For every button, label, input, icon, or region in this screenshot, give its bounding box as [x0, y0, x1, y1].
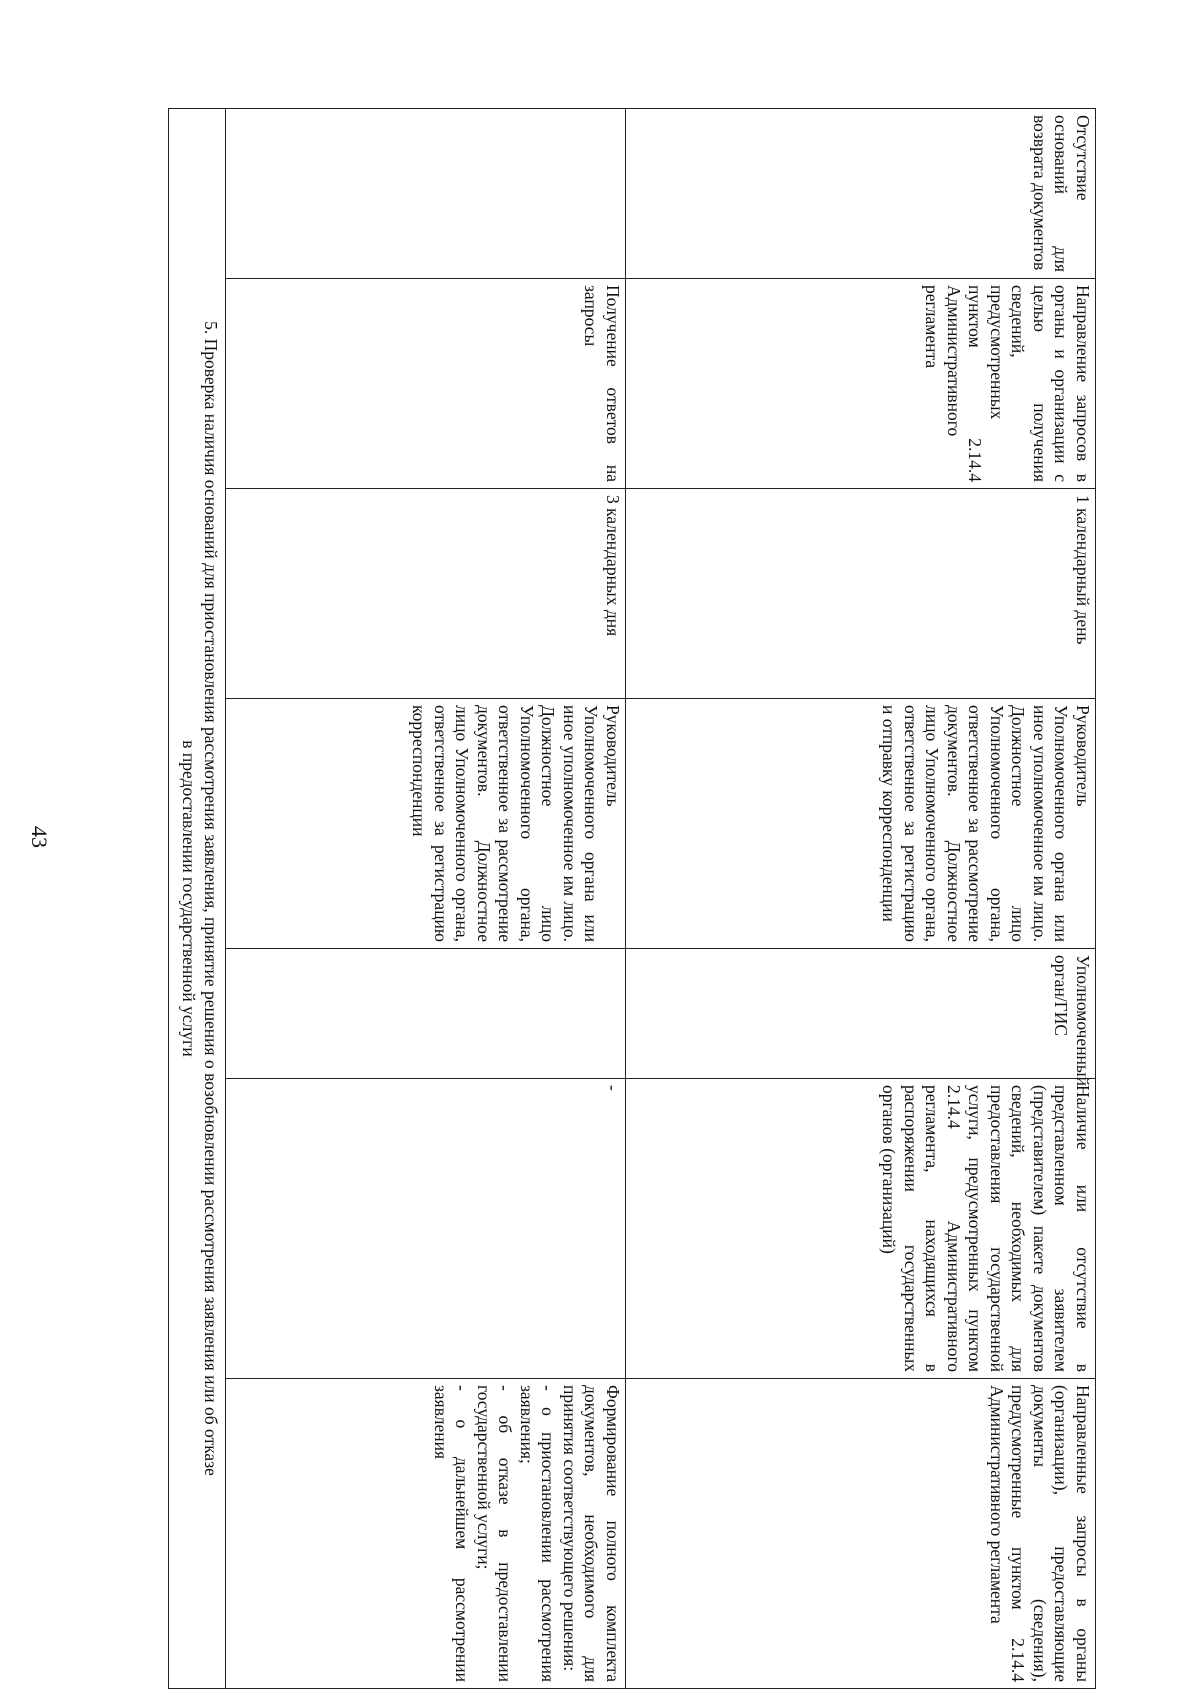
- row2-result-item: - об отказе в предоставлении государственной услуги;: [474, 1385, 516, 1682]
- row2-result-item: - о дальнейшем рассмотрении заявления: [431, 1385, 473, 1682]
- row1-place: Уполномоченный орган/ГИС: [626, 949, 1096, 1079]
- section-5-line1: 5. Проверка наличия оснований для приостановления рассмотрения заявления, принятие решения о возобновлении рассмотрения заявления или об отказе: [201, 321, 221, 1476]
- procedure-table-container: [104, 108, 1096, 1688]
- procedure-table: [168, 108, 1096, 1689]
- row2-criteria: [226, 109, 626, 279]
- section-row: [169, 109, 226, 1689]
- row1-result: Направленные запросы в органы (организации), предоставляющие документы (сведения), предусмотренные пунктом 2.14.4 Административного регламента: [626, 1379, 1096, 1689]
- row2-term: 3 календарных дня: [226, 489, 626, 699]
- row2-action: Получение ответов на запросы: [226, 279, 626, 489]
- row1-responsible: Руководитель Уполномоченного органа или иное уполномоченное им лицо. Должностное лицо Уполномоченного органа, ответственное за рассмотрение документов. Должностное лицо Уполномоченного органа, ответственное за регистрацию и отправку корреспонденции: [626, 699, 1096, 949]
- page-number: 43: [27, 826, 52, 848]
- row2-result-intro: Формирование полного комплекта документов, необходимого для принятия соответствующего решения:: [560, 1385, 623, 1682]
- row2-decision-criteria: -: [226, 1079, 626, 1379]
- row1-decision-criteria: Наличие или отсутствие в представленном заявителем (представителем) пакете документов сведений, необходимых для предоставления государственной услуги, предусмотренных пунктом 2.14.4 Административного регламента, находящихся в распоряжении государственных органов (организаций): [626, 1079, 1096, 1379]
- row2-result-item: - о приостановлении рассмотрения заявления;: [517, 1385, 559, 1682]
- row1-term: 1 календарный день: [626, 489, 1096, 699]
- row1-criteria: Отсутствие оснований для возврата документов: [626, 109, 1096, 279]
- row1-action: Направление запросов в органы и организации с целью получения сведений, предусмотренных пунктом 2.14.4 Административного регламента: [626, 279, 1096, 489]
- table-row: [226, 109, 626, 1689]
- row2-result: [226, 1379, 626, 1689]
- row2-place: [226, 949, 626, 1079]
- row2-responsible: Руководитель Уполномоченного органа или иное уполномоченное им лицо. Должностное лицо Уполномоченного органа, ответственное за рассмотрение документов. Должностное лицо Уполномоченного органа, ответственное за регистрацию корреспонденции: [226, 699, 626, 949]
- section-5-heading: [169, 109, 226, 1689]
- table-row: [626, 109, 1096, 1689]
- section-5-line2: в предоставлении государственной услуги: [179, 740, 200, 1057]
